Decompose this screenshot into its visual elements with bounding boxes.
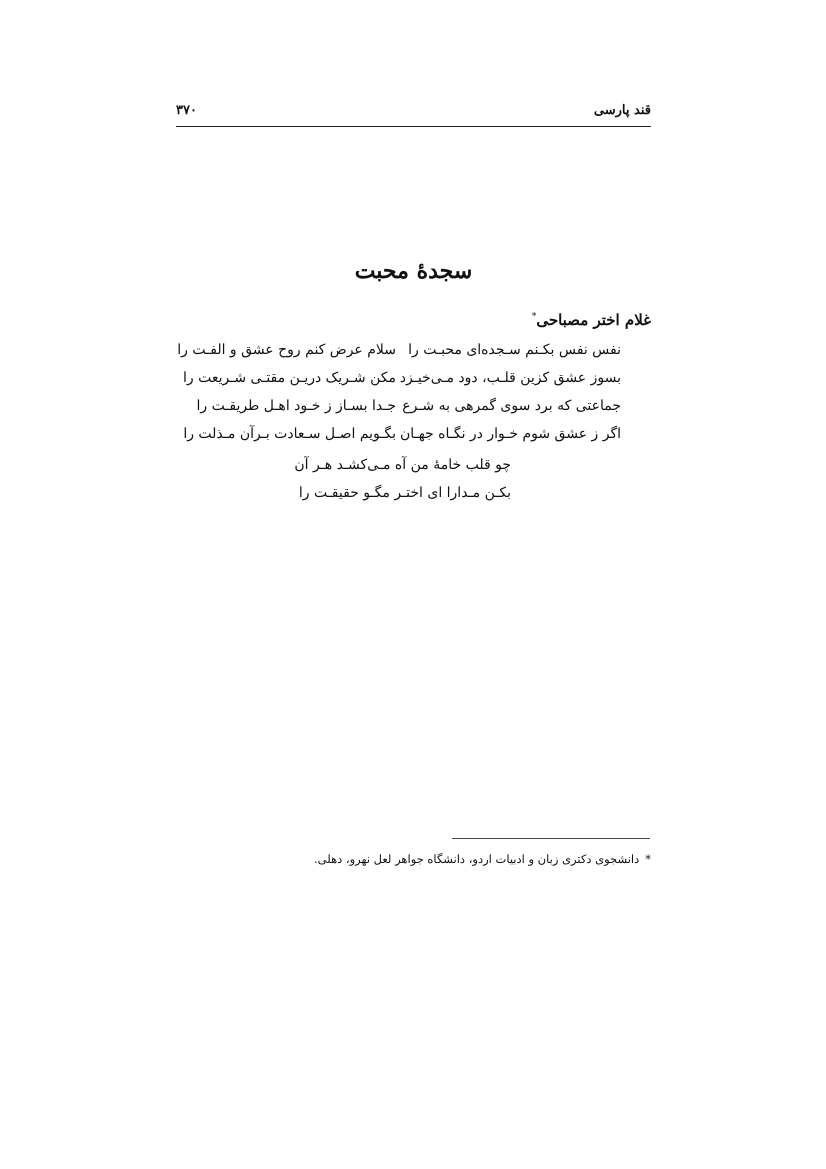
author-name-text: غلام اختر مصباحی <box>536 311 651 329</box>
footnote-text: دانشجوی دکتری زبان و ادبیات اردو، دانشگاه جواهر لعل نهرو، دهلی. <box>314 852 640 866</box>
final-verse-line-2-text: بکـن مـدارا ای اختـر مگـو حقیقـت را <box>298 485 511 501</box>
running-header-title: قند پارسی <box>593 103 651 118</box>
first-hemistich: اگر ز عشق شوم خـوار در نگـاه جهـان <box>399 426 621 442</box>
running-header <box>176 100 651 127</box>
couplet <box>176 370 651 398</box>
couplets <box>176 342 651 454</box>
first-hemistich: نفس نفس بکـنم سـجده‌ای محبـت را <box>408 342 621 358</box>
couplet <box>176 342 651 370</box>
footnote-mark: * <box>645 852 651 866</box>
footnote-divider <box>452 838 650 839</box>
first-hemistich: جماعتی که برد سوی گمرهی به شـرع <box>402 398 621 414</box>
footnote <box>314 852 651 866</box>
second-hemistich: جـدا بسـاز ز خـود اهـل طریقـت را <box>196 398 396 414</box>
author-name <box>532 311 651 329</box>
page-number: ۳۷۰ <box>176 103 197 118</box>
second-hemistich: مکن شـریک دریـن مقتـی شـریعت را <box>183 370 396 386</box>
couplet <box>176 426 651 454</box>
second-hemistich: بگـویم اصـل سـعادت بـرآن مـذلت را <box>183 426 396 442</box>
first-hemistich: بسوز عشق کزین قلـب، دود مـی‌خیـزد <box>399 370 621 386</box>
couplet <box>176 398 651 426</box>
author-footnote-mark[interactable]: * <box>531 312 537 322</box>
second-hemistich: سلام عرض کنم روح عشق و الفـت را <box>177 342 396 358</box>
poem-title: سجدۀ محبت <box>354 258 473 284</box>
final-verse-line-1-text: چو قلب خامۀ من آه مـی‌کشـد هـر آن <box>294 457 511 473</box>
